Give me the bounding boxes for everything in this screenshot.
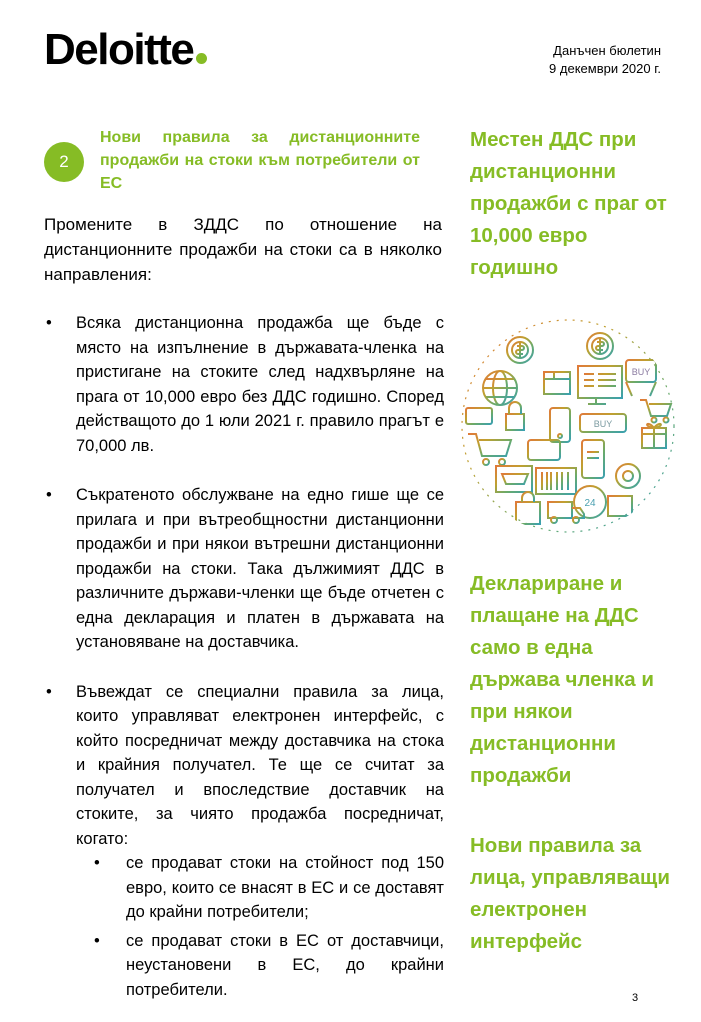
sidebar-callout-2: Деклариране и плащане на ДДС само в една държава членка и при някои дистанционни продажби [470,572,654,787]
barcode-icon [536,468,576,494]
smartphone-icon [582,440,604,478]
buy-tag-icon [626,360,656,396]
page-number: 3 [632,992,639,1004]
header-meta [549,42,661,78]
bulletin-date: 9 декември 2020 г. [549,61,661,76]
sub-bullet-list [76,851,444,1002]
buy-badge-text: BUY [631,367,651,377]
buy-badge-text: BUY [593,419,613,429]
ecommerce-illustration [458,316,678,536]
globe-icon [483,371,517,405]
package-icon [544,372,570,394]
dollar-coin-icon [616,464,640,488]
shopping-cart-icon [468,434,511,465]
sub-bullet-item: • се продават стоки в ЕС от доставчици, неустановени в ЕС, до крайни потребители. [76,929,444,1003]
dollar-coin-icon [507,337,533,363]
smartphone-icon [550,408,570,442]
credit-card-icon [466,408,492,424]
gift-icon [642,424,666,448]
bullet-item: • Въвеждат се специални правила за лица, които управляват електронен интерфейс, с който посредничат между доставчика на стока и крайния получател. Те ще се считат за получател и впоследствие доставчик на стоките, за чиято продажба посредничат, когато: • се продават стоки на стойност под 150 евро, които се внасят в ЕС и се доставят до крайни потребители; • се продават стоки в ЕС от доставчици, неустановени в ЕС, до крайни потребители. [44,680,444,1003]
shopping-cart-icon [640,400,671,423]
section-title: Нови правила за дистанционните продажби на стоки към потребители от ЕС [100,129,420,192]
bullet-item: • Съкратеното обслужване на едно гише ще се прилага и при вътреобщностни дистанционни продажби и при някои вътрешни дистанционни продажби на стоки. Така дължимият ДДС в различните държави-членки ще бъде отчетен с една декларация и платен в държавата на установяване на доставчика. [44,483,444,655]
clock-24-text: 24 [584,498,596,509]
sidebar-callout-3: Нови правила за лица, управляващи електронен интерфейс [470,834,670,953]
deloitte-logo: Deloitte [44,28,207,72]
shopping-bag-icon [516,492,540,524]
sub-bullet-item: • се продават стоки на стойност под 150 евро, които се внасят в ЕС и се доставят до крайни потребители; [76,851,444,925]
bulletin-title: Данъчен бюлетин [553,43,661,58]
section-number-badge: 2 [44,142,84,182]
lock-icon [506,402,524,430]
dollar-coin-icon [587,333,613,359]
package-icon [608,496,632,516]
logo-dot [196,53,207,64]
bullet-item: • Всяка дистанционна продажба ще бъде с място на изпълнение в държавата-членка на пристигане на стоките след надхвърляне на прага от 10,000 евро без ДДС годишно. Според действащото до 1 юли 2021 г. правило прагът е 70,000 лв. [44,311,444,458]
sidebar-callout-1: Местен ДДС при дистанционни продажби с праг от 10,000 евро годишно [470,128,667,279]
bullet-list [44,311,444,1006]
intro-paragraph: Промените в ЗДДС по отношение на дистанционните продажби на стоки са в няколко направления: [44,215,442,284]
shopping-cart-icon [496,466,532,492]
monitor-icon [578,366,622,404]
